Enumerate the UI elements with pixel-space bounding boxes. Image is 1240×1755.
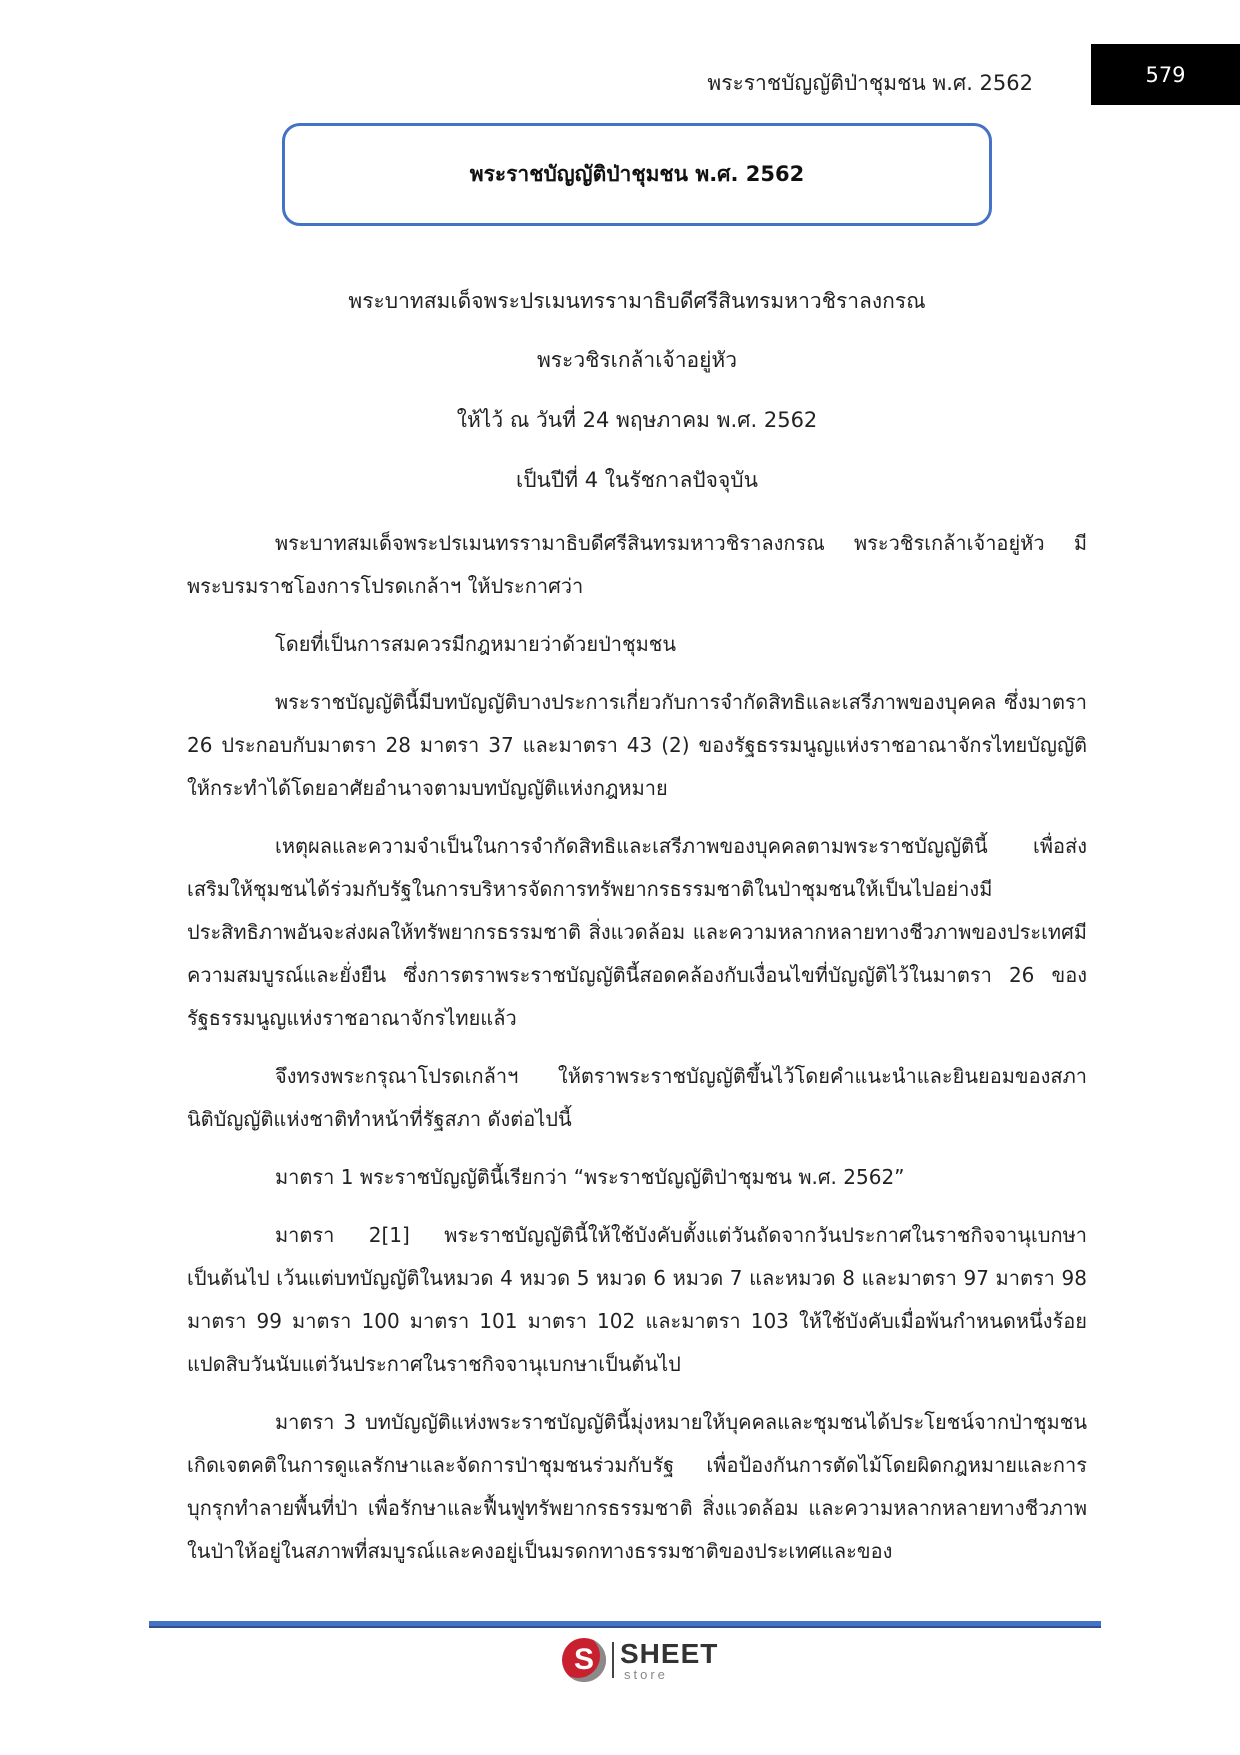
paragraph-rationale: โดยที่เป็นการสมควรมีกฎหมายว่าด้วยป่าชุมชน [275, 632, 677, 656]
document-title: พระราชบัญญัติป่าชุมชน พ.ศ. 2562 [469, 162, 805, 186]
paragraph-necessity: เหตุผลและความจำเป็นในการจำกัดสิทธิและเสรีภาพของบุคคลตามพระราชบัญญัตินี้ เพื่อส่งเสริมให้ชุมชนได้ร่วมกับรัฐในการบริหารจัดการทรัพยากรธรรมชาติในป่าชุมชนให้เป็นไปอย่างมีประสิทธิภาพอันจะส่งผลให้ทรัพยากรธรรมชาติ สิ่งแวดล้อม และความหลากหลายทางชีวภาพของประเทศมีความสมบูรณ์และยั่งยืน ซึ่งการตราพระราชบัญญัตินี้สอดคล้องกับเงื่อนไขที่บัญญัติไว้ในมาตรา 26 ของรัฐธรรมนูญแห่งราชอาณาจักรไทยแล้ว [187, 834, 1087, 1030]
title-box [282, 123, 992, 226]
paragraph-enactment: จึงทรงพระกรุณาโปรดเกล้าฯ ให้ตราพระราชบัญญัติขึ้นไว้โดยคำแนะนำและยินยอมของสภานิติบัญญัติแห่งชาติทำหน้าที่รัฐสภา ดังต่อไปนี้ [187, 1064, 1087, 1131]
paragraph-rights-limitation: พระราชบัญญัตินี้มีบทบัญญัติบางประการเกี่ยวกับการจำกัดสิทธิและเสรีภาพของบุคคล ซึ่งมาตรา 26 ประกอบกับมาตรา 28 มาตรา 37 และมาตรา 43 (2) ของรัฐธรรมนูญแห่งราชอาณาจักรไทยบัญญัติให้กระทำได้โดยอาศัยอำนาจตามบทบัญญัติแห่งกฎหมาย [187, 690, 1087, 800]
sheet-store-logo [562, 1636, 718, 1684]
logo-text [620, 1637, 719, 1682]
section-3: มาตรา 3 บทบัญญัติแห่งพระราชบัญญัตินี้มุ่งหมายให้บุคคลและชุมชนได้ประโยชน์จากป่าชุมชน เกิดเจตคติในการดูแลรักษาและจัดการป่าชุมชนร่วมกับรัฐ เพื่อป้องกันการตัดไม้โดยผิดกฎหมายและการบุกรุกทำลายพื้นที่ป่า เพื่อรักษาและฟื้นฟูทรัพยากรธรรมชาติ สิ่งแวดล้อม และความหลากหลายทางชีวภาพในป่าให้อยู่ในสภาพที่สมบูรณ์และคงอยู่เป็นมรดกทางธรรมชาติของประเทศและของ [187, 1410, 1087, 1563]
logo-separator [612, 1642, 614, 1678]
logo-subword: store [624, 1666, 668, 1682]
section-2: มาตรา 2[1] พระราชบัญญัตินี้ให้ใช้บังคับตั้งแต่วันถัดจากวันประกาศในราชกิจจานุเบกษาเป็นต้นไป เว้นแต่บทบัญญัติในหมวด 4 หมวด 5 หมวด 6 หมวด 7 และหมวด 8 และมาตรา 97 มาตรา 98 มาตรา 99 มาตรา 100 มาตรา 101 มาตรา 102 และมาตรา 103 ให้ใช้บังคับเมื่อพ้นกำหนดหนึ่งร้อยแปดสิบวันนับแต่วันประกาศในราชกิจจานุเบกษาเป็นต้นไป [187, 1223, 1087, 1376]
preamble-line-3: ให้ไว้ ณ วันที่ 24 พฤษภาคม พ.ศ. 2562 [456, 408, 818, 432]
preamble-line-2: พระวชิรเกล้าเจ้าอยู่หัว [536, 348, 738, 372]
logo-s-icon: S [562, 1638, 606, 1682]
running-header-title: พระราชบัญญัติป่าชุมชน พ.ศ. 2562 [707, 71, 1033, 95]
document-body [187, 522, 1087, 1588]
preamble-line-1: พระบาทสมเด็จพระปรเมนทรรามาธิบดีศรีสินทรมหาวชิราลงกรณ [348, 289, 926, 313]
paragraph-proclamation: พระบาทสมเด็จพระปรเมนทรรามาธิบดีศรีสินทรมหาวชิราลงกรณ พระวชิรเกล้าเจ้าอยู่หัว มีพระบรมราชโองการโปรดเกล้าฯ ให้ประกาศว่า [187, 531, 1087, 598]
preamble-line-4: เป็นปีที่ 4 ในรัชกาลปัจจุบัน [516, 468, 758, 492]
page-number: 579 [1091, 44, 1240, 105]
footer-rule [149, 1621, 1101, 1628]
logo-word: SHEET [620, 1637, 719, 1669]
section-1: มาตรา 1 พระราชบัญญัตินี้เรียกว่า “พระราชบัญญัติป่าชุมชน พ.ศ. 2562” [275, 1165, 905, 1189]
